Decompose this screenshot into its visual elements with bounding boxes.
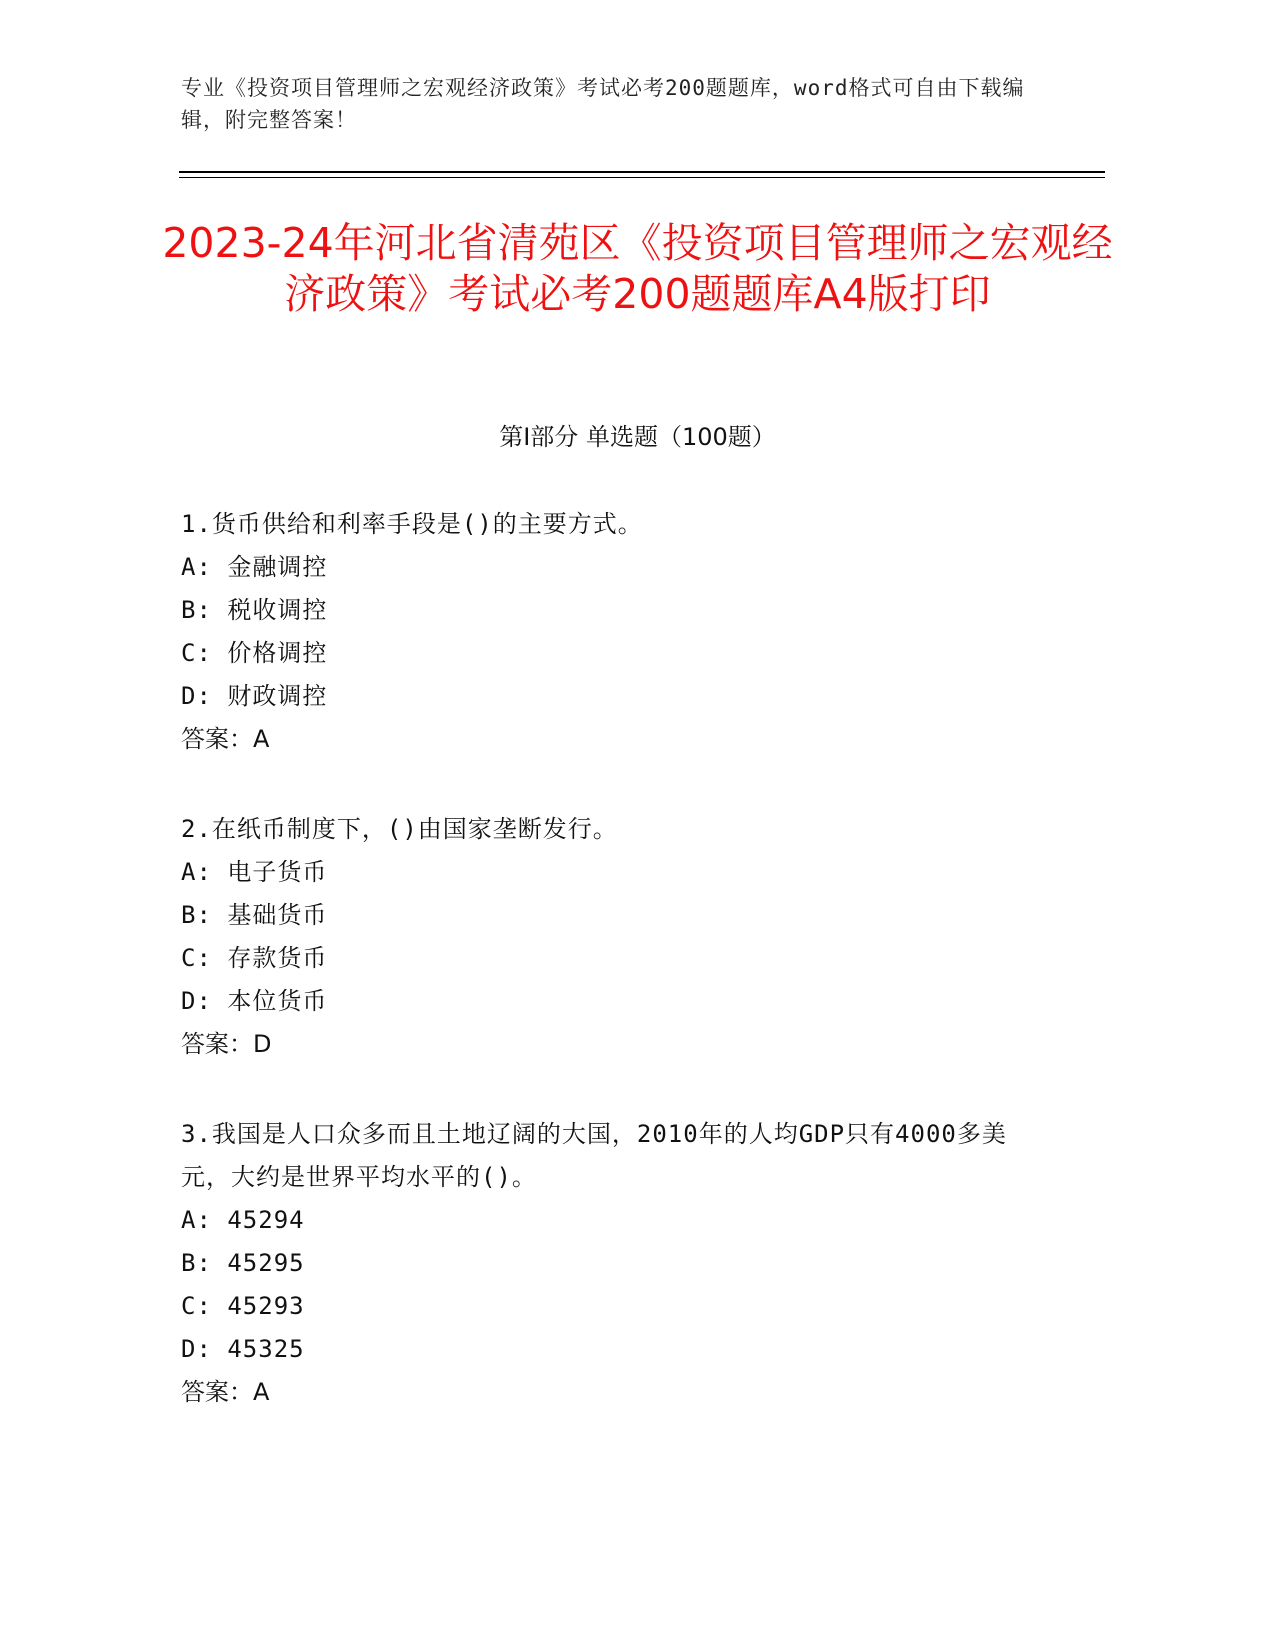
option-c: C: 价格调控 bbox=[181, 639, 328, 667]
option-d: D: 本位货币 bbox=[181, 987, 328, 1015]
question-3 bbox=[181, 1113, 1041, 1414]
question-stem: 2.在纸币制度下，()由国家垄断发行。 bbox=[181, 815, 618, 843]
answer: 答案：A bbox=[181, 725, 270, 753]
header-note: 专业《投资项目管理师之宏观经济政策》考试必考200题题库，word格式可自由下载编辑，附完整答案！ bbox=[181, 76, 1025, 132]
option-d: D: 45325 bbox=[181, 1335, 305, 1363]
header-rule-thin bbox=[179, 177, 1105, 178]
section-title: 第I部分 单选题（100题） bbox=[499, 423, 776, 451]
answer: 答案：A bbox=[181, 1378, 270, 1406]
option-c: C: 45293 bbox=[181, 1292, 305, 1320]
option-b: B: 45295 bbox=[181, 1249, 305, 1277]
question-stem: 1.货币供给和利率手段是()的主要方式。 bbox=[181, 510, 643, 538]
question-stem: 3.我国是人口众多而且土地辽阔的大国，2010年的人均GDP只有4000多美元，大约是世界平均水平的()。 bbox=[181, 1120, 1007, 1191]
option-b: B: 税收调控 bbox=[181, 596, 328, 624]
option-a: A: 电子货币 bbox=[181, 858, 328, 886]
option-d: D: 财政调控 bbox=[181, 682, 328, 710]
answer: 答案：D bbox=[181, 1030, 272, 1058]
option-a: A: 45294 bbox=[181, 1206, 305, 1234]
option-a: A: 金融调控 bbox=[181, 553, 328, 581]
question-1 bbox=[181, 503, 1041, 761]
option-b: B: 基础货币 bbox=[181, 901, 328, 929]
document-title: 2023-24年河北省清苑区《投资项目管理师之宏观经济政策》考试必考200题题库A4版打印 bbox=[162, 219, 1113, 318]
header-rule-thick bbox=[179, 171, 1105, 173]
question-2 bbox=[181, 808, 1041, 1066]
option-c: C: 存款货币 bbox=[181, 944, 328, 972]
